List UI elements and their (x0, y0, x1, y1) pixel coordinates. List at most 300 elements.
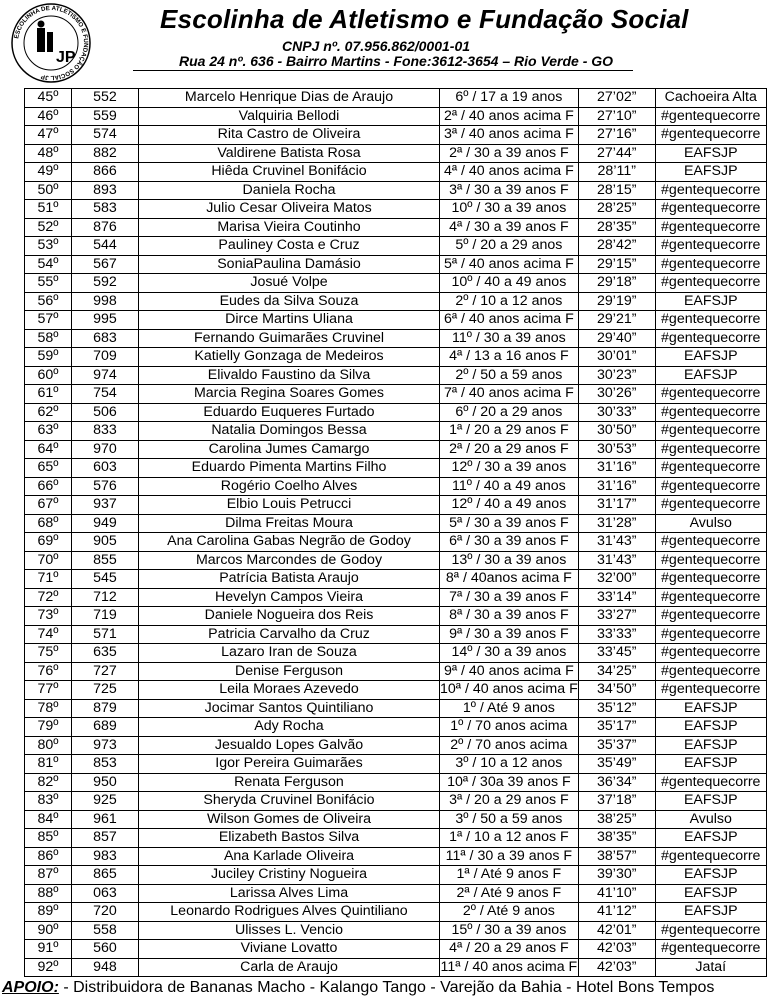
footer (2, 979, 714, 997)
table-row (25, 181, 767, 200)
team-cell: #gentequecorre (655, 921, 766, 940)
table-row (25, 903, 767, 922)
table-row (25, 625, 767, 644)
time-cell: 38’57” (578, 847, 655, 866)
time-cell: 28’11” (578, 163, 655, 182)
time-cell: 42’01” (578, 921, 655, 940)
team-cell: #gentequecorre (655, 773, 766, 792)
bib-number-cell: 949 (72, 514, 139, 533)
bib-number-cell: 583 (72, 200, 139, 219)
table-row (25, 551, 767, 570)
athlete-name-cell: Igor Pereira Guimarães (139, 755, 440, 774)
bib-number-cell: 983 (72, 847, 139, 866)
bib-number-cell: 937 (72, 496, 139, 515)
team-cell: #gentequecorre (655, 200, 766, 219)
team-cell: #gentequecorre (655, 662, 766, 681)
table-row (25, 329, 767, 348)
time-cell: 27’02” (578, 89, 655, 108)
athlete-name-cell: Viviane Lovatto (139, 940, 440, 959)
athlete-name-cell: Ana Carolina Gabas Negrão de Godoy (139, 533, 440, 552)
team-cell: #gentequecorre (655, 403, 766, 422)
category-cell: 10ª / 40 anos acima F (440, 681, 578, 698)
category-cell: 10º / 30 a 39 anos (440, 200, 579, 219)
position-cell: 67º (25, 496, 72, 515)
time-cell: 34’25” (578, 662, 655, 681)
position-cell: 81º (25, 755, 72, 774)
position-cell: 75º (25, 644, 72, 663)
bib-number-cell: 998 (72, 292, 139, 311)
bib-number-cell: 727 (72, 662, 139, 681)
position-cell: 50º (25, 181, 72, 200)
position-cell: 47º (25, 126, 72, 145)
athlete-name-cell: Patrícia Batista Araujo (139, 570, 440, 589)
results-table-body (25, 89, 767, 977)
table-row (25, 921, 767, 940)
category-cell: 1ª / 20 a 29 anos F (440, 422, 579, 441)
bib-number-cell: 925 (72, 792, 139, 811)
table-row (25, 403, 767, 422)
table-row (25, 718, 767, 737)
position-cell: 87º (25, 866, 72, 885)
bib-number-cell: 683 (72, 329, 139, 348)
time-cell: 28’42” (578, 237, 655, 256)
position-cell: 71º (25, 570, 72, 589)
athlete-name-cell: Daniele Nogueira dos Reis (139, 607, 440, 626)
bib-number-cell: 720 (72, 903, 139, 922)
category-cell: 14º / 30 a 39 anos (440, 644, 579, 663)
position-cell: 70º (25, 551, 72, 570)
team-cell: EAFSJP (655, 884, 766, 903)
athlete-name-cell: Lazaro Iran de Souza (139, 644, 440, 663)
team-cell: #gentequecorre (655, 218, 766, 237)
athlete-name-cell: Katielly Gonzaga de Medeiros (139, 348, 440, 367)
team-cell: #gentequecorre (655, 126, 766, 145)
position-cell: 52º (25, 218, 72, 237)
position-cell: 74º (25, 625, 72, 644)
table-row (25, 422, 767, 441)
time-cell: 28’25” (578, 200, 655, 219)
time-cell: 35’37” (578, 736, 655, 755)
position-cell: 68º (25, 514, 72, 533)
athlete-name-cell: Juciley Cristiny Nogueira (139, 866, 440, 885)
time-cell: 28’15” (578, 181, 655, 200)
team-cell: EAFSJP (655, 366, 766, 385)
time-cell: 42’03” (578, 958, 655, 977)
table-row (25, 514, 767, 533)
time-cell: 36’34” (578, 773, 655, 792)
team-cell: #gentequecorre (655, 940, 766, 959)
athlete-name-cell: Eduardo Pimenta Martins Filho (139, 459, 440, 478)
category-cell: 11ª / 40 anos acima F (440, 958, 578, 975)
bib-number-cell: 559 (72, 107, 139, 126)
bib-number-cell: 571 (72, 625, 139, 644)
athlete-name-cell: Daniela Rocha (139, 181, 440, 200)
team-cell: Avulso (655, 810, 766, 829)
bib-number-cell: 719 (72, 607, 139, 626)
position-cell: 85º (25, 829, 72, 848)
category-cell: 2º / 70 anos acima (440, 736, 579, 755)
table-row (25, 792, 767, 811)
results-table (24, 88, 767, 977)
bib-number-cell: 709 (72, 348, 139, 367)
table-row (25, 385, 767, 404)
position-cell: 48º (25, 144, 72, 163)
category-cell: 5º / 20 a 29 anos (440, 237, 579, 256)
athlete-name-cell: Marisa Vieira Coutinho (139, 218, 440, 237)
table-row (25, 311, 767, 330)
bib-number-cell: 995 (72, 311, 139, 330)
category-cell: 2ª / 40 anos acima F (440, 107, 579, 126)
athlete-name-cell: Josué Volpe (139, 274, 440, 293)
table-row (25, 884, 767, 903)
team-cell: #gentequecorre (655, 422, 766, 441)
position-cell: 77º (25, 681, 72, 700)
bib-number-cell: 560 (72, 940, 139, 959)
athlete-name-cell: Ady Rocha (139, 718, 440, 737)
category-cell: 6ª / 40 anos acima F (440, 311, 579, 330)
category-cell: 11º / 30 a 39 anos (440, 329, 579, 348)
team-cell: #gentequecorre (655, 496, 766, 515)
table-row (25, 292, 767, 311)
category-cell: 10ª / 30a 39 anos F (440, 773, 579, 792)
time-cell: 38’25” (578, 810, 655, 829)
category-cell: 1º / 70 anos acima (440, 718, 579, 737)
bib-number-cell: 961 (72, 810, 139, 829)
category-cell: 1ª / Até 9 anos F (440, 866, 579, 885)
team-cell: EAFSJP (655, 755, 766, 774)
team-cell: EAFSJP (655, 718, 766, 737)
category-cell: 2ª / 30 a 39 anos F (440, 144, 579, 163)
athlete-name-cell: Carla de Araujo (139, 958, 440, 977)
athlete-name-cell: Elizabeth Bastos Silva (139, 829, 440, 848)
bib-number-cell: 545 (72, 570, 139, 589)
time-cell: 41’10” (578, 884, 655, 903)
table-row (25, 755, 767, 774)
team-cell: #gentequecorre (655, 644, 766, 663)
time-cell: 31’16” (578, 459, 655, 478)
position-cell: 88º (25, 884, 72, 903)
position-cell: 91º (25, 940, 72, 959)
position-cell: 49º (25, 163, 72, 182)
table-row (25, 866, 767, 885)
category-cell: 4ª / 20 a 29 anos F (440, 940, 579, 959)
team-cell: #gentequecorre (655, 255, 766, 274)
position-cell: 54º (25, 255, 72, 274)
bib-number-cell: 857 (72, 829, 139, 848)
table-row (25, 847, 767, 866)
athlete-name-cell: Elivaldo Faustino da Silva (139, 366, 440, 385)
team-cell: #gentequecorre (655, 570, 766, 589)
category-cell: 3º / 10 a 12 anos (440, 755, 579, 774)
bib-number-cell: 866 (72, 163, 139, 182)
category-cell: 4ª / 13 a 16 anos F (440, 348, 579, 367)
bib-number-cell: 882 (72, 144, 139, 163)
athlete-name-cell: Patricia Carvalho da Cruz (139, 625, 440, 644)
bib-number-cell: 689 (72, 718, 139, 737)
category-cell: 2ª / 20 a 29 anos F (440, 440, 579, 459)
category-cell: 5ª / 40 anos acima F (440, 255, 579, 274)
athlete-name-cell: Natalia Domingos Bessa (139, 422, 440, 441)
team-cell: EAFSJP (655, 866, 766, 885)
table-row (25, 255, 767, 274)
team-cell: #gentequecorre (655, 459, 766, 478)
time-cell: 34’50” (578, 681, 655, 700)
athlete-name-cell: Fernando Guimarães Cruvinel (139, 329, 440, 348)
category-cell: 8ª / 40anos acima F (440, 570, 579, 589)
bib-number-cell: 833 (72, 422, 139, 441)
team-cell: #gentequecorre (655, 385, 766, 404)
athlete-name-cell: Marcos Marcondes de Godoy (139, 551, 440, 570)
time-cell: 35’17” (578, 718, 655, 737)
table-row (25, 163, 767, 182)
time-cell: 31’43” (578, 533, 655, 552)
position-cell: 62º (25, 403, 72, 422)
athlete-name-cell: Valquiria Bellodi (139, 107, 440, 126)
category-cell: 2º / Até 9 anos (440, 903, 579, 922)
bib-number-cell: 558 (72, 921, 139, 940)
team-cell: #gentequecorre (655, 237, 766, 256)
position-cell: 65º (25, 459, 72, 478)
position-cell: 57º (25, 311, 72, 330)
position-cell: 53º (25, 237, 72, 256)
category-cell: 11º / 40 a 49 anos (440, 477, 579, 496)
category-cell: 8ª / 30 a 39 anos F (440, 607, 579, 626)
time-cell: 33’33” (578, 625, 655, 644)
position-cell: 76º (25, 662, 72, 681)
time-cell: 38’35” (578, 829, 655, 848)
time-cell: 31’28” (578, 514, 655, 533)
time-cell: 30’26” (578, 385, 655, 404)
position-cell: 73º (25, 607, 72, 626)
category-cell: 9ª / 40 anos acima F (440, 662, 579, 681)
team-cell: EAFSJP (655, 292, 766, 311)
position-cell: 61º (25, 385, 72, 404)
table-row (25, 570, 767, 589)
table-row (25, 496, 767, 515)
bib-number-cell: 754 (72, 385, 139, 404)
position-cell: 92º (25, 958, 72, 977)
bib-number-cell: 865 (72, 866, 139, 885)
bib-number-cell: 574 (72, 126, 139, 145)
table-row (25, 773, 767, 792)
category-cell: 3ª / 40 anos acima F (440, 126, 579, 145)
athlete-name-cell: Eudes da Silva Souza (139, 292, 440, 311)
table-row (25, 699, 767, 718)
athlete-name-cell: Rogério Coelho Alves (139, 477, 440, 496)
logo-initials: JP (56, 49, 76, 66)
category-cell: 2ª / Até 9 anos F (440, 884, 579, 903)
athlete-name-cell: Marcelo Henrique Dias de Araujo (139, 89, 440, 108)
position-cell: 45º (25, 89, 72, 108)
bib-number-cell: 592 (72, 274, 139, 293)
athlete-name-cell: Elbio Louis Petrucci (139, 496, 440, 515)
athlete-name-cell: Larissa Alves Lima (139, 884, 440, 903)
position-cell: 51º (25, 200, 72, 219)
table-row (25, 89, 767, 108)
time-cell: 27’10” (578, 107, 655, 126)
team-cell: EAFSJP (655, 348, 766, 367)
time-cell: 37’18” (578, 792, 655, 811)
team-cell: #gentequecorre (655, 329, 766, 348)
table-row (25, 588, 767, 607)
time-cell: 30’23” (578, 366, 655, 385)
bib-number-cell: 603 (72, 459, 139, 478)
bib-number-cell: 552 (72, 89, 139, 108)
logo-ring-text: ESCOLINHA DE ATLETISMO E FUNDAÇÃO SOCIAL JP (13, 4, 90, 82)
team-cell: EAFSJP (655, 144, 766, 163)
position-cell: 72º (25, 588, 72, 607)
team-cell: EAFSJP (655, 736, 766, 755)
table-row (25, 107, 767, 126)
team-cell: #gentequecorre (655, 477, 766, 496)
position-cell: 55º (25, 274, 72, 293)
table-row (25, 662, 767, 681)
team-cell: #gentequecorre (655, 625, 766, 644)
table-row (25, 126, 767, 145)
position-cell: 60º (25, 366, 72, 385)
team-cell: #gentequecorre (655, 181, 766, 200)
time-cell: 30’33” (578, 403, 655, 422)
position-cell: 69º (25, 533, 72, 552)
table-row (25, 477, 767, 496)
time-cell: 35’49” (578, 755, 655, 774)
category-cell: 11ª / 30 a 39 anos F (440, 847, 579, 866)
table-row (25, 218, 767, 237)
time-cell: 30’50” (578, 422, 655, 441)
position-cell: 78º (25, 699, 72, 718)
category-cell: 4ª / 30 a 39 anos F (440, 218, 579, 237)
bib-number-cell: 506 (72, 403, 139, 422)
athlete-name-cell: Hevelyn Campos Vieira (139, 588, 440, 607)
category-cell: 5ª / 30 a 39 anos F (440, 514, 579, 533)
category-cell: 2º / 10 a 12 anos (440, 292, 579, 311)
athlete-name-cell: Eduardo Euqueres Furtado (139, 403, 440, 422)
athlete-name-cell: Denise Ferguson (139, 662, 440, 681)
athlete-name-cell: Julio Cesar Oliveira Matos (139, 200, 440, 219)
team-cell: #gentequecorre (655, 107, 766, 126)
category-cell: 4ª / 40 anos acima F (440, 163, 579, 182)
category-cell: 3ª / 20 a 29 anos F (440, 792, 579, 811)
athlete-name-cell: Jocimar Santos Quintiliano (139, 699, 440, 718)
bib-number-cell: 576 (72, 477, 139, 496)
athlete-name-cell: Rita Castro de Oliveira (139, 126, 440, 145)
bib-number-cell: 567 (72, 255, 139, 274)
position-cell: 64º (25, 440, 72, 459)
category-cell: 3ª / 30 a 39 anos F (440, 181, 579, 200)
team-cell: EAFSJP (655, 699, 766, 718)
table-row (25, 681, 767, 700)
athlete-name-cell: Carolina Jumes Camargo (139, 440, 440, 459)
team-cell: Cachoeira Alta (655, 89, 766, 108)
bib-number-cell: 974 (72, 366, 139, 385)
bib-number-cell: 973 (72, 736, 139, 755)
position-cell: 59º (25, 348, 72, 367)
athlete-name-cell: Hiêda Cruvinel Bonifácio (139, 163, 440, 182)
team-cell: Avulso (655, 514, 766, 533)
category-cell: 12º / 40 a 49 anos (440, 496, 579, 515)
athlete-name-cell: Ana Karlade Oliveira (139, 847, 440, 866)
team-cell: Jataí (655, 958, 766, 977)
category-cell: 6º / 20 a 29 anos (440, 403, 579, 422)
athlete-name-cell: Marcia Regina Soares Gomes (139, 385, 440, 404)
table-row (25, 366, 767, 385)
team-cell: #gentequecorre (655, 607, 766, 626)
position-cell: 83º (25, 792, 72, 811)
position-cell: 63º (25, 422, 72, 441)
table-row (25, 144, 767, 163)
time-cell: 27’44” (578, 144, 655, 163)
address-text: Rua 24 nº. 636 - Bairro Martins - Fone:3612-3654 – Rio Verde - GO (133, 53, 633, 71)
bib-number-cell: 879 (72, 699, 139, 718)
table-row (25, 736, 767, 755)
position-cell: 66º (25, 477, 72, 496)
category-cell: 6ª / 30 a 39 anos F (440, 533, 579, 552)
category-cell: 6º / 17 a 19 anos (440, 89, 579, 108)
table-row (25, 200, 767, 219)
bib-number-cell: 970 (72, 440, 139, 459)
team-cell: #gentequecorre (655, 588, 766, 607)
category-cell: 12º / 30 a 39 anos (440, 459, 579, 478)
time-cell: 33’27” (578, 607, 655, 626)
time-cell: 29’15” (578, 255, 655, 274)
category-cell: 1ª / 10 a 12 anos F (440, 829, 579, 848)
table-row (25, 829, 767, 848)
team-cell: #gentequecorre (655, 274, 766, 293)
bib-number-cell: 950 (72, 773, 139, 792)
page-title: Escolinha de Atletismo e Fundação Social (160, 4, 689, 34)
category-cell: 15º / 30 a 39 anos (440, 921, 579, 940)
bib-number-cell: 855 (72, 551, 139, 570)
time-cell: 29’18” (578, 274, 655, 293)
category-cell: 2º / 50 a 59 anos (440, 366, 579, 385)
category-cell: 9ª / 30 a 39 anos F (440, 625, 579, 644)
bib-number-cell: 544 (72, 237, 139, 256)
bib-number-cell: 712 (72, 588, 139, 607)
table-row (25, 810, 767, 829)
table-row (25, 459, 767, 478)
time-cell: 29’21” (578, 311, 655, 330)
time-cell: 41’12” (578, 903, 655, 922)
bib-number-cell: 905 (72, 533, 139, 552)
team-cell: #gentequecorre (655, 440, 766, 459)
time-cell: 31’17” (578, 496, 655, 515)
bib-number-cell: 893 (72, 181, 139, 200)
category-cell: 10º / 40 a 49 anos (440, 274, 579, 293)
athlete-name-cell: Leonardo Rodrigues Alves Quintiliano (139, 903, 440, 922)
apoio-label: APOIO: (2, 979, 59, 996)
athlete-name-cell: Leila Moraes Azevedo (139, 681, 440, 700)
time-cell: 30’01” (578, 348, 655, 367)
athlete-name-cell: Dilma Freitas Moura (139, 514, 440, 533)
position-cell: 82º (25, 773, 72, 792)
team-cell: #gentequecorre (655, 847, 766, 866)
table-row (25, 644, 767, 663)
position-cell: 46º (25, 107, 72, 126)
team-cell: EAFSJP (655, 829, 766, 848)
team-cell: EAFSJP (655, 792, 766, 811)
team-cell: #gentequecorre (655, 533, 766, 552)
category-cell: 3º / 50 a 59 anos (440, 810, 579, 829)
bib-number-cell: 063 (72, 884, 139, 903)
logo-seal (10, 2, 92, 84)
athlete-name-cell: SoniaPaulina Damásio (139, 255, 440, 274)
category-cell: 13º / 30 a 39 anos (440, 551, 579, 570)
time-cell: 33’45” (578, 644, 655, 663)
team-cell: EAFSJP (655, 903, 766, 922)
sponsors-text: - Distribuidora de Bananas Macho - Kalango Tango - Varejão da Bahia - Hotel Bons Tempos (58, 979, 715, 996)
team-cell: #gentequecorre (655, 311, 766, 330)
time-cell: 28’35” (578, 218, 655, 237)
